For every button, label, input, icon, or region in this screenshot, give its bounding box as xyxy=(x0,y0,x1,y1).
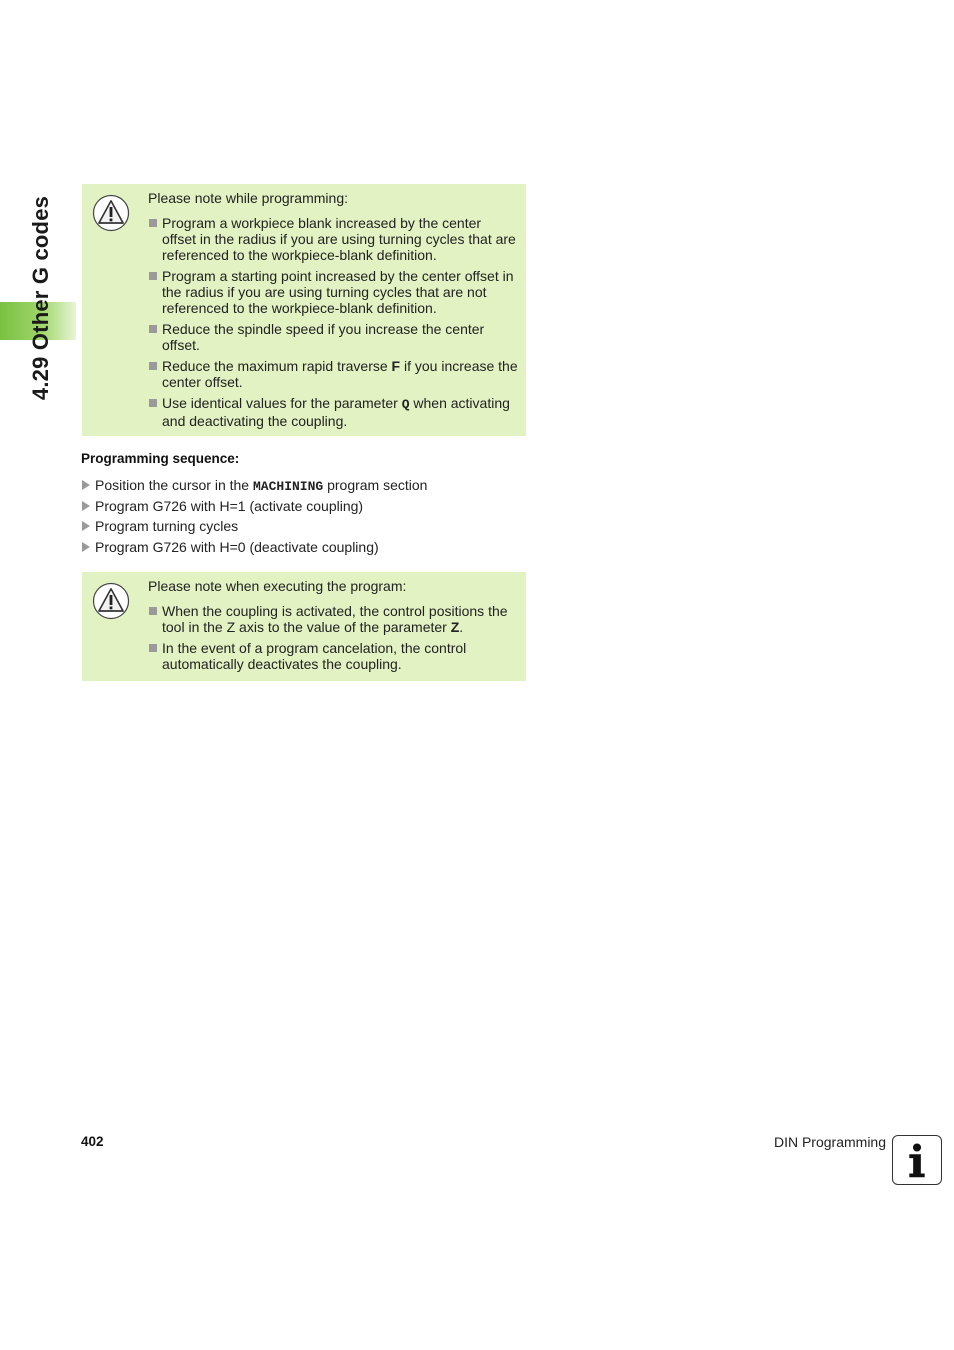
bullet-square-icon xyxy=(149,644,157,652)
step-arrow-icon xyxy=(82,480,90,490)
note-list xyxy=(148,215,518,434)
warning-triangle-icon xyxy=(92,194,130,232)
note-heading: Please note when executing the program: xyxy=(148,578,407,594)
note-heading: Please note while programming: xyxy=(148,190,348,206)
list-item: Program a workpiece blank increased by the center offset in the radius if you are using turning cycles that are referenced to the workpiece-blank definition. xyxy=(148,215,518,263)
bullet-square-icon xyxy=(149,325,157,333)
info-icon xyxy=(892,1135,942,1185)
bullet-square-icon xyxy=(149,362,157,370)
bullet-square-icon xyxy=(149,219,157,227)
step-arrow-icon xyxy=(82,542,90,552)
list-item: Reduce the spindle speed if you increase the center offset. xyxy=(148,321,518,353)
footer-title: DIN Programming xyxy=(773,1134,886,1150)
chapter-title-text: 4.29 Other G codes xyxy=(28,195,53,401)
sequence-title: Programming sequence: xyxy=(81,451,240,466)
list-item: Program a starting point increased by the center offset in the radius if you are using turning cycles that are not referenced to the workpiece-blank definition. xyxy=(148,268,518,316)
list-item: Use identical values for the parameter Q when activating and deactivating the coupling. xyxy=(148,395,518,429)
programming-note-box xyxy=(82,184,526,436)
sequence-step: Program turning cycles xyxy=(81,518,427,539)
bullet-square-icon xyxy=(149,272,157,280)
sequence-list xyxy=(81,477,427,559)
note-list xyxy=(148,603,518,677)
sequence-step: Position the cursor in the MACHINING program section xyxy=(81,477,427,498)
step-arrow-icon xyxy=(82,501,90,511)
sequence-step: Program G726 with H=0 (deactivate coupling) xyxy=(81,539,427,560)
bullet-square-icon xyxy=(149,607,157,615)
step-arrow-icon xyxy=(82,521,90,531)
list-item: In the event of a program cancelation, the control automatically deactivates the coupling. xyxy=(148,640,518,672)
list-item: When the coupling is activated, the control positions the tool in the Z axis to the value of the parameter Z. xyxy=(148,603,518,635)
page-number: 402 xyxy=(81,1134,104,1149)
warning-triangle-icon xyxy=(92,582,130,620)
list-item: Reduce the maximum rapid traverse F if you increase the center offset. xyxy=(148,358,518,390)
bullet-square-icon xyxy=(149,399,157,407)
execution-note-box xyxy=(82,572,526,681)
sequence-step: Program G726 with H=1 (activate coupling) xyxy=(81,498,427,519)
